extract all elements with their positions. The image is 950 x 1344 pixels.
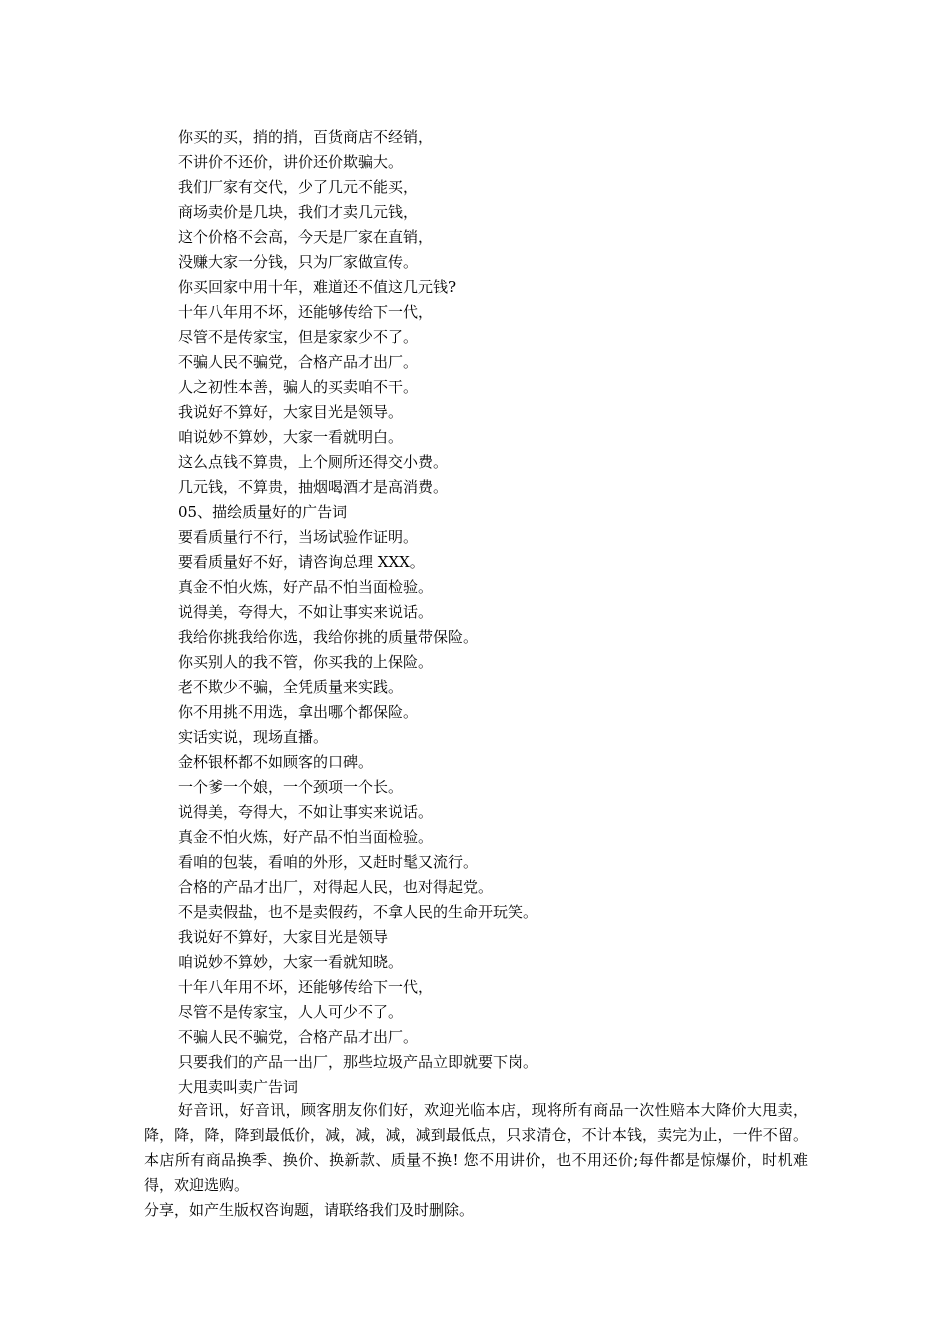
text-line: 没赚大家一分钱，只为厂家做宣传。 — [178, 253, 419, 271]
text-line: 你不用挑不用选，拿出哪个都保险。 — [178, 703, 419, 721]
text-line: 商场卖价是几块，我们才卖几元钱， — [178, 203, 419, 221]
copyright-note: 分享，如产生版权咨询题，请联络我们及时删除。 — [144, 1201, 475, 1219]
section-heading: 05、描绘质量好的广告词 — [178, 503, 348, 521]
text-line: 金杯银杯都不如顾客的口碑。 — [178, 753, 374, 771]
text-line: 十年八年用不坏，还能够传给下一代， — [178, 978, 434, 996]
text-line: 不讲价不还价，讲价还价欺骗大。 — [178, 153, 404, 171]
text-line: 要看质量行不行，当场试验作证明。 — [178, 528, 419, 546]
text-line: 真金不怕火炼，好产品不怕当面检验。 — [178, 828, 434, 846]
text-line: 我说好不算好，大家目光是领导 — [178, 928, 389, 946]
text-line: 说得美，夸得大，不如让事实来说话。 — [178, 603, 434, 621]
text-line: 人之初性本善，骗人的买卖咱不干。 — [178, 378, 419, 396]
text-line: 你买回家中用十年，难道还不值这几元钱? — [178, 278, 457, 296]
sale-announcement-paragraph: 好音讯，好音讯，顾客朋友你们好，欢迎光临本店，现将所有商品一次性赔本大降价大甩卖，降，降，降，降到最低价，减，减，减，减到最低点，只求清仓，不计本钱，卖完为止，一件不留。本店所有商品换季、换价、换新款、质量不换! 您不用讲价，也不用还价;每件都是惊爆价，时机难得，欢迎选购。 — [144, 1101, 808, 1194]
text-line: 不骗人民不骗党，合格产品才出厂。 — [178, 1028, 419, 1046]
text-line: 实话实说，现场直播。 — [178, 728, 329, 746]
text-line: 这个价格不会高，今天是厂家在直销， — [178, 228, 434, 246]
text-line: 不骗人民不骗党，合格产品才出厂。 — [178, 353, 419, 371]
text-line: 老不欺少不骗，全凭质量来实践。 — [178, 678, 404, 696]
ad-lines-list — [178, 125, 818, 1100]
text-line: 十年八年用不坏，还能够传给下一代， — [178, 303, 434, 321]
text-line: 我们厂家有交代，少了几元不能买， — [178, 178, 419, 196]
text-line: 看咱的包装，看咱的外形，又赶时髦又流行。 — [178, 853, 479, 871]
text-line: 合格的产品才出厂，对得起人民，也对得起党。 — [178, 878, 494, 896]
text-line: 这么点钱不算贵，上个厕所还得交小费。 — [178, 453, 449, 471]
text-line: 咱说妙不算妙，大家一看就知晓。 — [178, 953, 404, 971]
text-line: 咱说妙不算妙，大家一看就明白。 — [178, 428, 404, 446]
text-line: 一个爹一个娘，一个颈项一个长。 — [178, 778, 404, 796]
text-line: 要看质量好不好，请咨询总理 XXX。 — [178, 553, 425, 571]
text-line: 几元钱，不算贵，抽烟喝酒才是高消费。 — [178, 478, 449, 496]
text-line: 不是卖假盐，也不是卖假药，不拿人民的生命开玩笑。 — [178, 903, 539, 921]
text-line: 尽管不是传家宝，但是家家少不了。 — [178, 328, 419, 346]
text-line: 说得美，夸得大，不如让事实来说话。 — [178, 803, 434, 821]
text-line: 我给你挑我给你选，我给你挑的质量带保险。 — [178, 628, 479, 646]
text-line: 我说好不算好，大家目光是领导。 — [178, 403, 404, 421]
text-line: 尽管不是传家宝，人人可少不了。 — [178, 1003, 404, 1021]
text-line: 只要我们的产品一出厂，那些垃圾产品立即就要下岗。 — [178, 1053, 539, 1071]
section-heading: 大甩卖叫卖广告词 — [178, 1078, 299, 1096]
text-line: 真金不怕火炼，好产品不怕当面检验。 — [178, 578, 434, 596]
text-line: 你买的买，捎的捎，百货商店不经销， — [178, 128, 434, 146]
text-line: 你买别人的我不管，你买我的上保险。 — [178, 653, 434, 671]
